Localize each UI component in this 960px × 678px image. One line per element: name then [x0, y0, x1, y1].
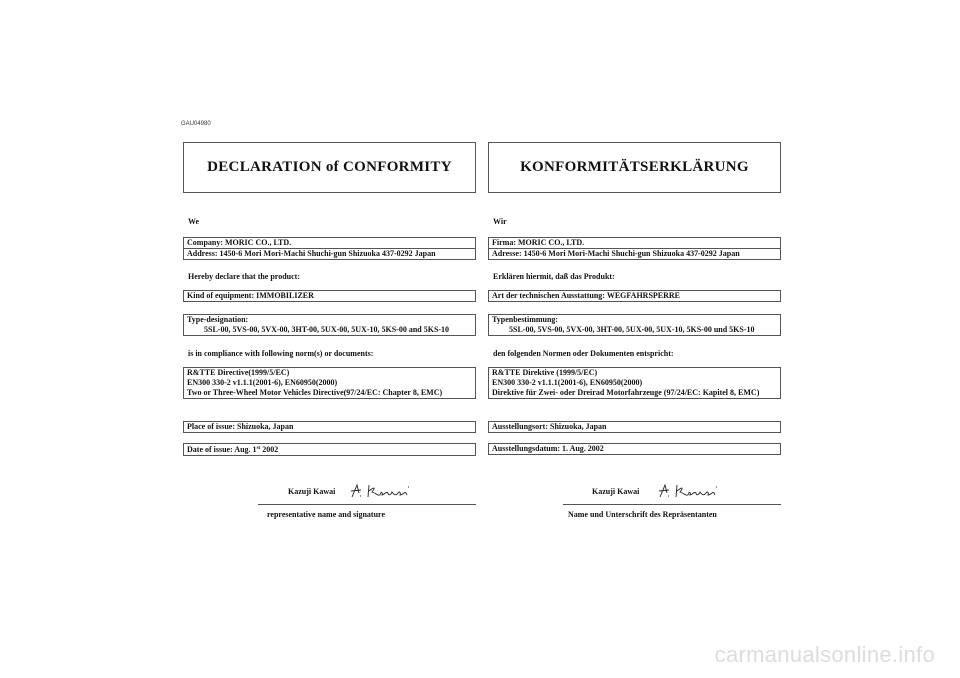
- type-box: [183, 314, 476, 336]
- signer-name-de: Kazuji Kawai: [592, 487, 640, 496]
- signature-caption: representative name and signature: [267, 510, 385, 519]
- norm-line-3: Two or Three-Wheel Motor Vehicles Directive(97/24/EC: Chapter 8, EMC): [187, 388, 443, 397]
- signer-name: Kazuji Kawai: [288, 487, 336, 496]
- signature: [348, 479, 433, 503]
- date-line-de: Ausstellungsdatum: 1. Aug. 2002: [492, 444, 604, 453]
- address-line: Address: 1450-6 Mori Mori-Machi Shuchi-gun Shizuoka 437-0292 Japan: [184, 248, 475, 259]
- signature-line: [258, 504, 476, 505]
- document-code: GAU04980: [181, 121, 211, 127]
- declare-text: Hereby declare that the product:: [188, 272, 300, 281]
- place-box: [183, 421, 476, 433]
- date-box: [183, 443, 476, 456]
- signature-de: [656, 479, 741, 503]
- compliance-text: is in compliance with following norm(s) or documents:: [188, 349, 374, 358]
- place-line: Place of issue: Shizuoka, Japan: [187, 422, 294, 431]
- company-box: [183, 237, 476, 260]
- type-label: Type-designation:: [187, 315, 249, 324]
- equipment-line: Kind of equipment: IMMOBILIZER: [187, 291, 314, 300]
- we-label: We: [188, 217, 200, 226]
- norm-line-3-de: Direktive für Zwei- oder Dreirad Motorfahrzeuge (97/24/EC: Kapitel 8, EMC): [492, 388, 760, 397]
- date-line: [184, 444, 475, 455]
- norms-box-de: [488, 367, 781, 399]
- place-box-de: [488, 421, 781, 433]
- signature-caption-de: Name und Unterschrift des Repräsentanten: [568, 510, 717, 519]
- norm-line-1: R&TTE Directive(1999/5/EC): [187, 368, 290, 377]
- date-box-de: [488, 443, 781, 455]
- type-value-de: 5SL-00, 5VS-00, 5VX-00, 3HT-00, 5UX-00, 5UX-10, 5KS-00 und 5KS-10: [509, 325, 755, 334]
- we-label-de: Wir: [493, 217, 507, 226]
- german-declaration: [488, 142, 781, 519]
- norm-line-1-de: R&TTE Direktive (1999/5/EC): [492, 368, 598, 377]
- equipment-line-de: Art der technischen Ausstattung: WEGFAHRSPERRE: [492, 291, 681, 300]
- english-declaration: [183, 142, 476, 519]
- compliance-text-de: den folgenden Normen oder Dokumenten entspricht:: [493, 349, 674, 358]
- date-ordinal: st: [256, 446, 261, 451]
- page-title-de: KONFORMITÄTSERKLÄRUNG: [488, 142, 781, 193]
- norm-line-2-de: EN300 330-2 v1.1.1(2001-6), EN60950(2000): [492, 378, 643, 387]
- declare-text-de: Erklären hiermit, daß das Produkt:: [493, 272, 615, 281]
- norms-box: [183, 367, 476, 399]
- type-value: 5SL-00, 5VS-00, 5VX-00, 3HT-00, 5UX-00, 5UX-10, 5KS-00 and 5KS-10: [204, 325, 450, 334]
- equipment-box-de: [488, 290, 781, 302]
- company-line-de: Firma: MORIC CO., LTD.: [492, 238, 585, 247]
- address-line-de: Adresse: 1450-6 Mori Mori-Machi Shuchi-gun Shizuoka 437-0292 Japan: [489, 248, 780, 259]
- company-line: Company: MORIC CO., LTD.: [187, 238, 292, 247]
- type-label-de: Typenbestimmung:: [492, 315, 559, 324]
- date-prefix: Date of issue: Aug. 1: [187, 445, 257, 454]
- signature-line-de: [563, 504, 781, 505]
- equipment-box: [183, 290, 476, 302]
- norm-line-2: EN300 330-2 v1.1.1(2001-6), EN60950(2000): [187, 378, 338, 387]
- place-line-de: Ausstellungsort: Shizuoka, Japan: [492, 422, 607, 431]
- company-box-de: [488, 237, 781, 260]
- date-year: 2002: [260, 445, 279, 454]
- type-box-de: [488, 314, 781, 336]
- page-title: DECLARATION of CONFORMITY: [183, 142, 476, 193]
- watermark: carmanualsonline.info: [714, 642, 935, 667]
